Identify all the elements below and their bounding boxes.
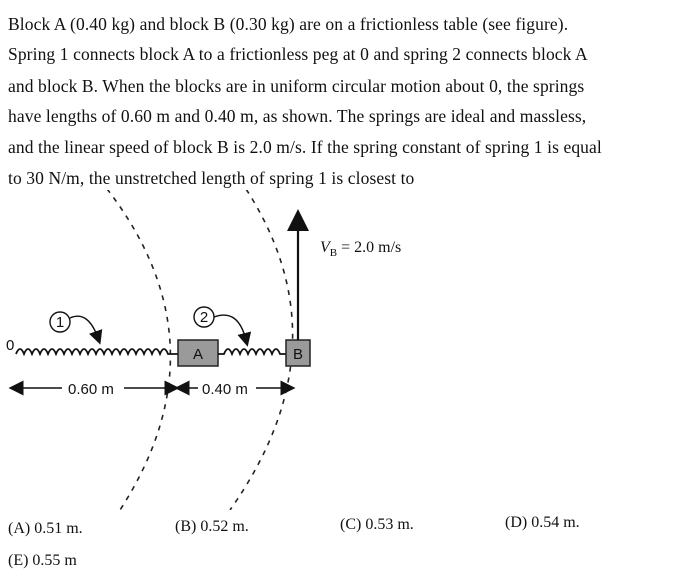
spring-1-label: 1 [55, 314, 65, 331]
problem-line-5: and the linear speed of block B is 2.0 m/s. If the spring constant of spring 1 is equal [8, 137, 602, 157]
length-2-label: 0.40 m [202, 381, 248, 398]
block-b-label: B [292, 346, 304, 363]
problem-line-1: Block A (0.40 kg) and block B (0.30 kg) are on a frictionless table (see figure). [8, 14, 569, 34]
spring-2-label: 2 [199, 309, 209, 326]
choice-c: (C) 0.53 m. [340, 516, 414, 533]
problem-line-4: have lengths of 0.60 m and 0.40 m, as shown. The springs are ideal and massless, [8, 106, 587, 126]
length-1-label: 0.60 m [68, 381, 114, 398]
problem-line-2: Spring 1 connects block A to a frictionless peg at 0 and spring 2 connects block A [8, 44, 588, 64]
block-a-label: A [192, 346, 204, 363]
velocity-label: $V_B = 2.0$ m/s [320, 239, 402, 259]
spring-1-pointer [70, 316, 98, 338]
spring-1 [16, 349, 178, 354]
spring-2-pointer [214, 315, 246, 340]
choice-a: (A) 0.51 m. [8, 520, 83, 537]
spring-figure [0, 190, 700, 510]
choice-e: (E) 0.55 m [8, 552, 77, 569]
problem-line-6: to 30 N/m, the unstretched length of spring 1 is closest to [8, 168, 415, 188]
peg-label: 0 [6, 337, 15, 354]
choice-d: (D) 0.54 m. [505, 514, 580, 531]
problem-line-3: and block B. When the blocks are in uniform circular motion about 0, the springs [8, 76, 585, 96]
choice-b: (B) 0.52 m. [175, 518, 249, 535]
spring-2 [218, 349, 286, 354]
